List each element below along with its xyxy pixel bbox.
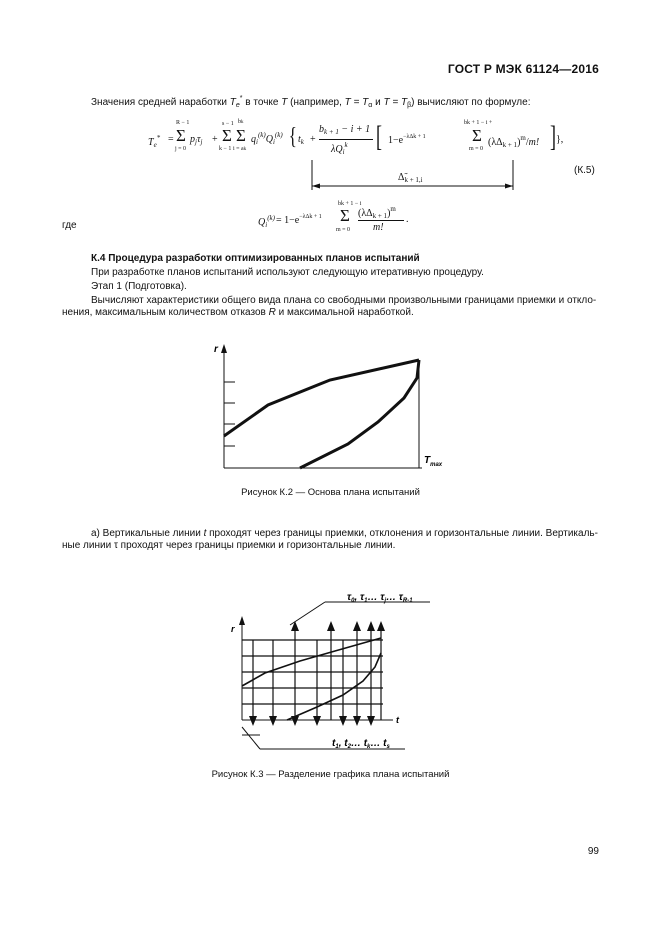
intro-text-2: в точке [242, 97, 282, 108]
delta-label: $\Deltã_{k + 1,i}$ [398, 172, 423, 184]
k3-y-label: r [231, 624, 235, 634]
Q-frac-num: $(\lambda\Delta_{k + 1})^m$ [358, 205, 396, 220]
t-k: $t_k$ [298, 134, 304, 146]
sum1-sigma: Σ [176, 126, 186, 145]
k3-up-arrow-1 [291, 621, 299, 631]
formula-plus: + [212, 134, 218, 145]
k3-top-label: $\tau_0$, $\tau_1\dots$ $\tau_j\dots$ $\tau_{R-1}$ [347, 592, 413, 604]
document-header: ГОСТ Р МЭК 61124—2016 [447, 62, 599, 76]
k2-upper-boundary [224, 360, 419, 436]
section-heading: К.4 Процедура разработки оптимизированных планов испытаний [91, 253, 420, 264]
k3-down-arrow-7 [367, 716, 375, 726]
frac-denominator: $\lambda Q_i^k$ [331, 141, 348, 156]
sum1-body: $p_j\tau_j$ [190, 134, 203, 146]
sum1-top: R − 1 [176, 120, 190, 126]
sum2-bottom: k − 1 [219, 146, 232, 152]
k3-down-arrow-4 [313, 716, 321, 726]
close-bracket: ] [550, 120, 556, 153]
sum4-sigma: Σ [472, 126, 482, 145]
Q-sum-bottom: m = 0 [336, 227, 351, 233]
one-minus-exp: $1-e^{-\lambda\Delta k + 1}$ [388, 134, 426, 146]
sum2-top: s − 1 [222, 121, 234, 127]
symbol-star: * [239, 95, 243, 102]
k3-down-arrow-2 [269, 716, 277, 726]
plus-2: + [310, 134, 316, 145]
section-paragraph-1: При разработке планов испытаний используют следующую итеративную процедуру. [91, 267, 484, 278]
k3-top-diag [290, 602, 325, 625]
k3-x-label: t [396, 715, 399, 725]
intro-text-1: Значения средней наработки [91, 97, 230, 108]
para-a-line1: а) Вертикальные линии t проходят через границы приемки, отклонения и горизонтальные линии. Вертикаль- [91, 528, 598, 539]
k3-bottom-label: $t_1$, $t_2\dots$ $t_k\dots$ $t_s$ [332, 738, 390, 750]
Q-lhs: $Q_i^{(k)}$ [258, 214, 275, 229]
intro-text-4: ) вычисляют по формуле: [411, 97, 531, 108]
Q-end: . [406, 214, 409, 225]
formula-Q [258, 200, 418, 245]
k3-bottom-diag-2 [242, 727, 260, 749]
k3-down-arrow-5 [339, 716, 347, 726]
formula-lhs: $T_e^*$ [148, 134, 161, 149]
figure-k2-caption: Рисунок К.2 — Основа плана испытаний [241, 487, 420, 498]
sum3-bottom: i = ak [233, 146, 247, 152]
q-Q-terms: $q_i^{(k)}Q_i^{(k)}$ [251, 131, 283, 146]
beta-sub: β [407, 102, 412, 109]
sum4-bottom: m = 0 [469, 146, 484, 152]
sum4-top: bk + 1 − i + [464, 120, 493, 126]
k2-lower-boundary [300, 360, 419, 468]
figure-k3-caption: Рисунок К.3 — Разделение графика плана испытаний [211, 769, 450, 780]
eq-alpha: T = T [344, 97, 369, 108]
intro-text-3: (например, [287, 97, 345, 108]
Q-eq: = $1-e^{-\lambda\Delta k + 1}$ [276, 214, 322, 226]
k3-down-arrow-6 [353, 716, 361, 726]
Q-frac-den: m! [373, 222, 384, 233]
figure-k3 [225, 585, 465, 760]
alpha-sub: α [368, 102, 373, 109]
where-word: где [62, 220, 77, 231]
open-bracket: [ [376, 120, 382, 153]
k3-lower-boundary [287, 653, 381, 720]
eq-beta: T = T [383, 97, 408, 108]
open-brace: { [288, 124, 297, 150]
intro-and: и [372, 97, 384, 108]
frac-numerator: $b_{k + 1} - i + 1$ [319, 124, 371, 136]
page-number: 99 [587, 846, 599, 857]
figure-k2 [200, 340, 460, 480]
k3-down-arrow-1 [249, 716, 257, 726]
k3-y-arrow [239, 616, 245, 625]
k3-up-arrow-2 [327, 621, 335, 631]
k3-up-arrow-5 [377, 621, 385, 631]
section-paragraph-3-line2: нения, максимальным количеством отказов R и максимальной наработкой. [62, 307, 414, 318]
formula-number-k5: (К.5) [574, 165, 595, 176]
sum3-sigma: Σ [236, 126, 246, 145]
formula-trail: }, [556, 134, 564, 145]
sum2-sigma: Σ [222, 126, 232, 145]
para-a-line2: ные линии τ проходят через границы приемки и горизонтальные линии. [62, 540, 396, 551]
sum1-bottom: j = 0 [175, 146, 187, 152]
symbol-e: e [235, 102, 240, 109]
sum3-top: bk [238, 119, 244, 125]
k2-y-arrow [221, 344, 227, 353]
Q-frac-bar [358, 220, 404, 221]
sum4-term: $(\lambda\Delta_{k + 1})^m/m$! [488, 134, 540, 149]
section-paragraph-2: Этап 1 (Подготовка). [91, 281, 187, 292]
k3-upper-boundary [242, 638, 381, 686]
section-paragraph-3-line1: Вычисляют характеристики общего вида плана со свободными произвольными границами приемки и откло- [91, 295, 597, 306]
symbol-T-2: T [281, 97, 288, 108]
formula-eq: = [168, 134, 174, 145]
symbol-T: T [229, 97, 236, 108]
k2-x-label: $T_{max}$ [424, 455, 443, 468]
Q-sum-sigma: Σ [340, 206, 350, 225]
k3-up-arrow-3 [353, 621, 361, 631]
k2-y-label: r [214, 344, 218, 355]
Q-sum-top: bk + 1 − i [338, 201, 362, 207]
k3-up-arrow-4 [367, 621, 375, 631]
